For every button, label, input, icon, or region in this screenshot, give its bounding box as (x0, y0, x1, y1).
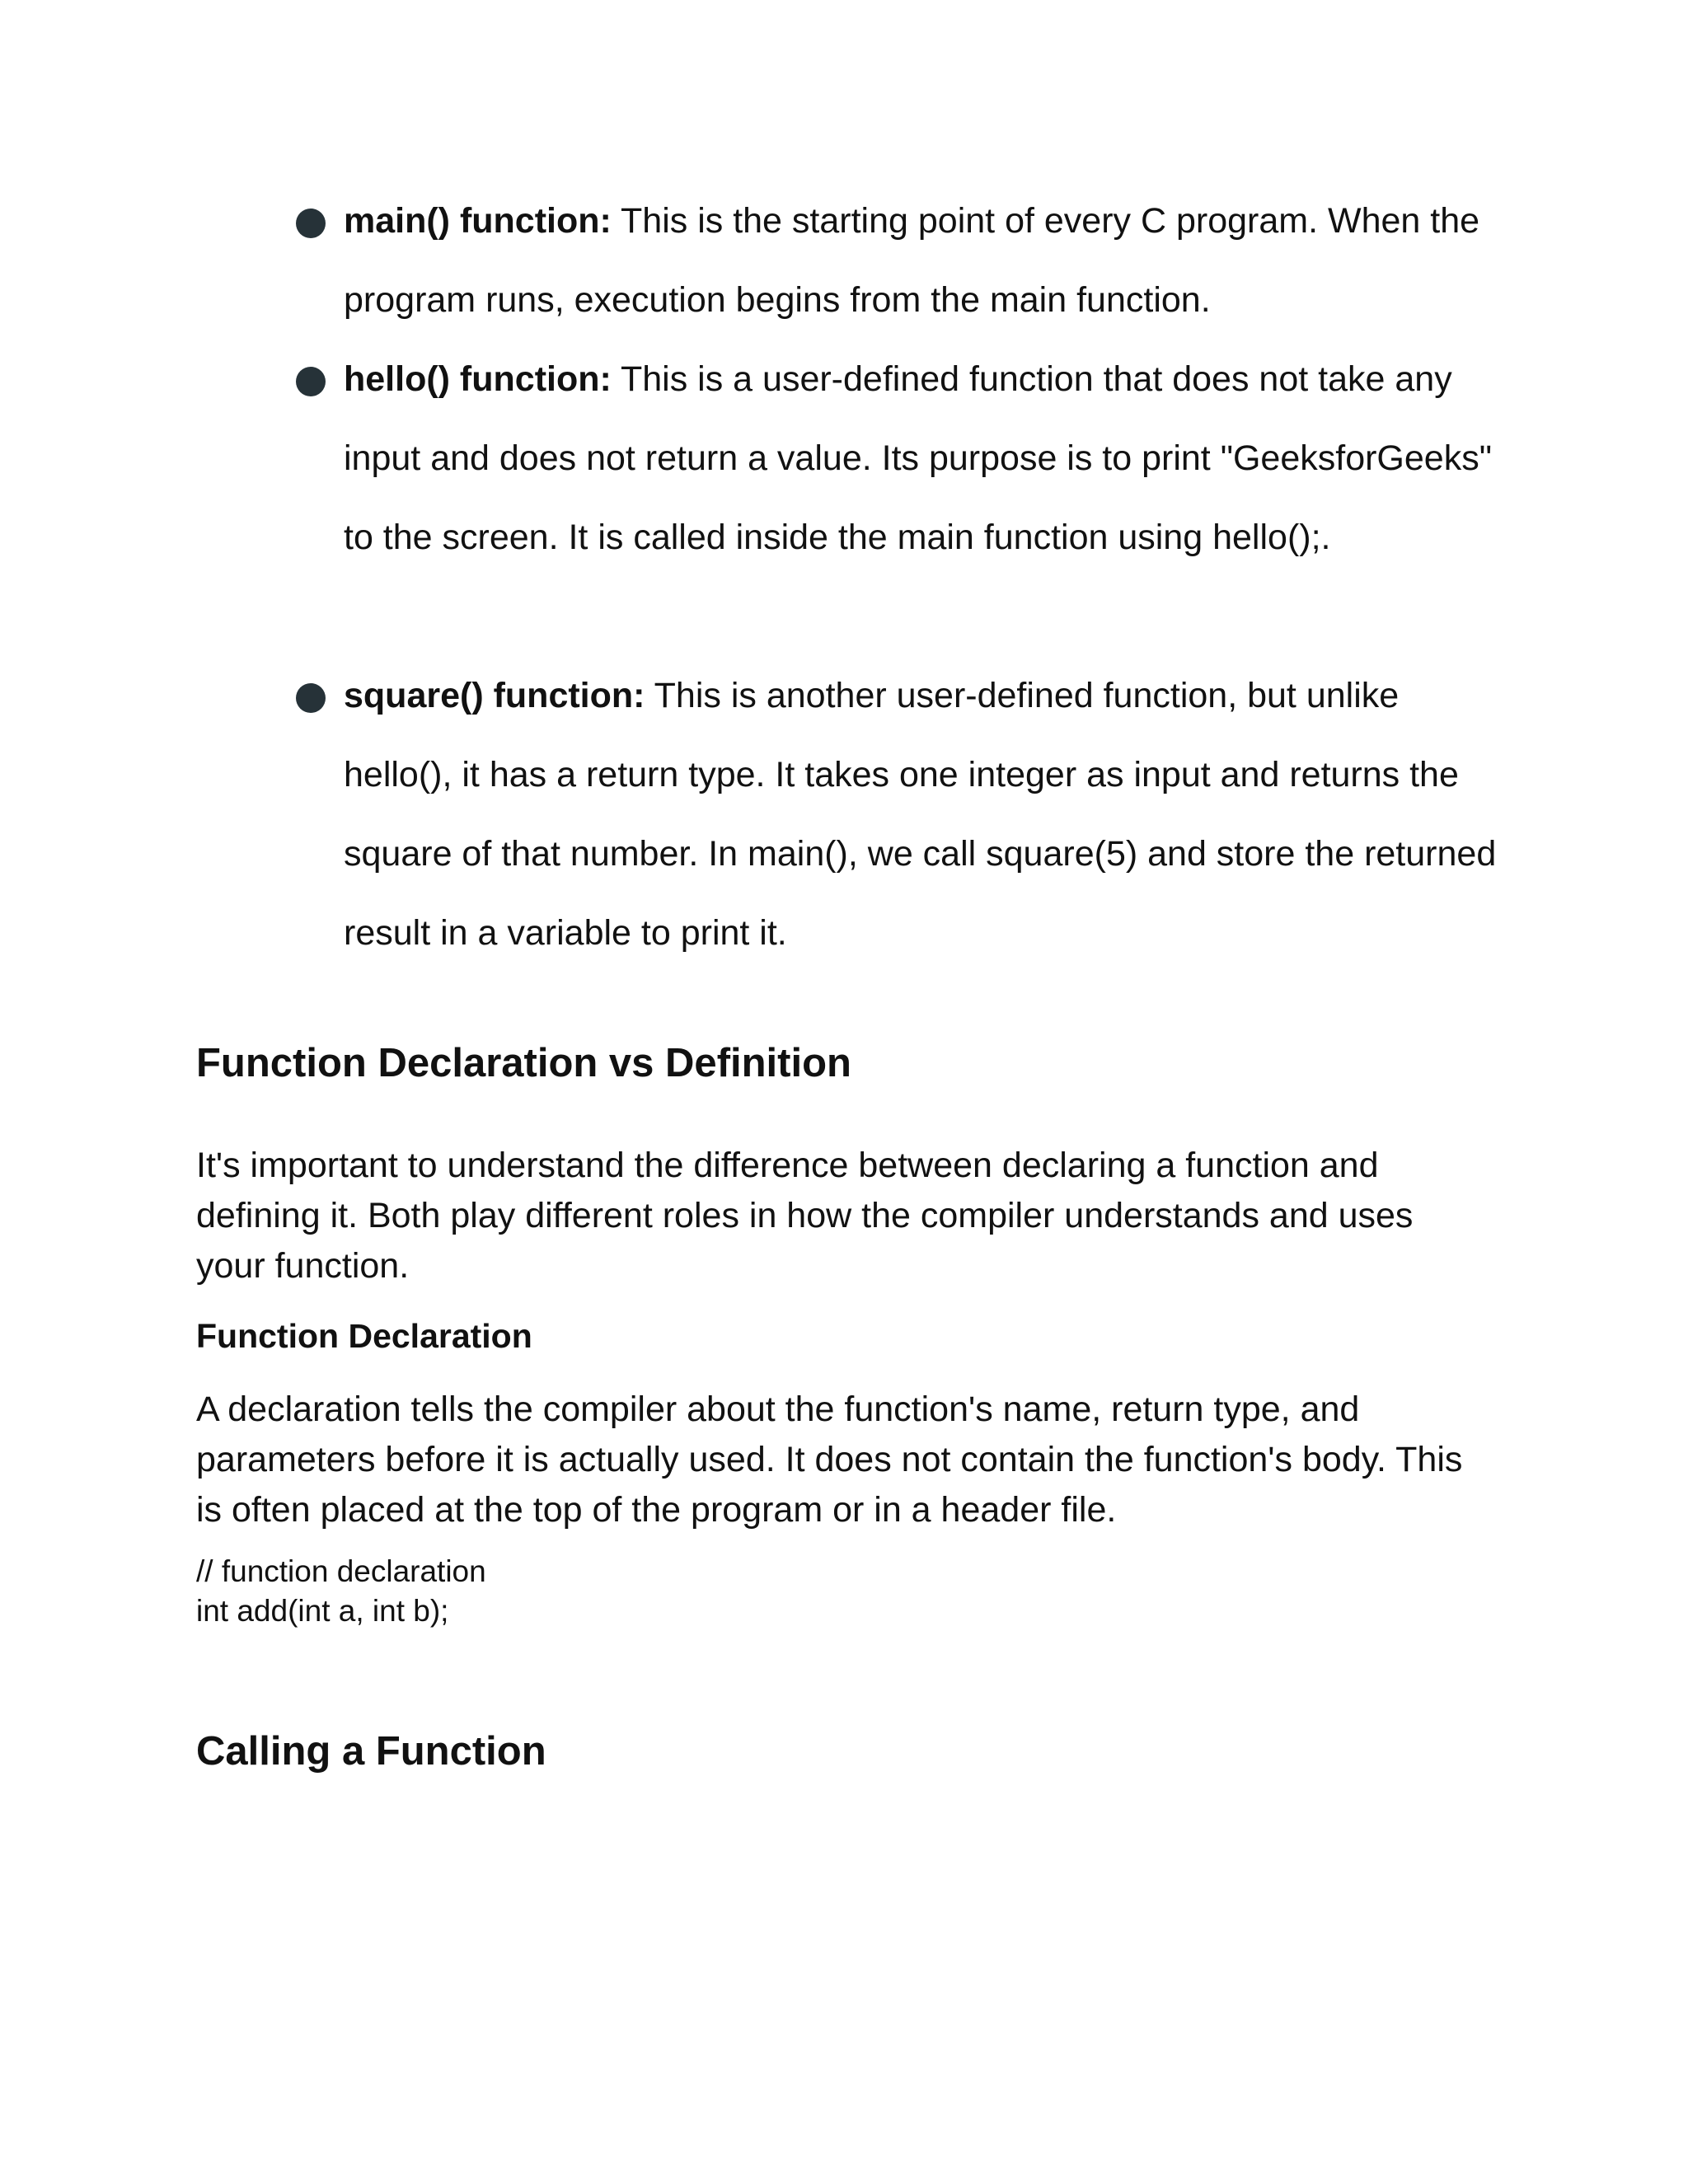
section-heading-calling: Calling a Function (196, 1729, 546, 1774)
list-item-term: hello() function: (344, 359, 612, 399)
list-item-text (344, 340, 1498, 577)
section-intro-paragraph: It's important to understand the difference between declaring a function and defining it. Both play different roles in how the compiler understands and uses your function. (196, 1146, 1414, 1286)
list-item-description: This is the starting point of every C program. When the program runs, execution begins from the main function. (344, 201, 1480, 320)
list-item-term: main() function: (344, 201, 612, 241)
list-item-text (344, 181, 1498, 340)
bullet-icon (296, 367, 326, 396)
subsection-heading-declaration: Function Declaration (196, 1317, 532, 1355)
bullet-icon (296, 209, 326, 238)
code-block (196, 1552, 486, 1631)
list-item-term: square() function: (344, 676, 645, 715)
declaration-paragraph: A declaration tells the compiler about the function's name, return type, and parameters before it is actually used. It does not contain the function's body. This is often placed at the top of the program or in a header file. (196, 1390, 1463, 1530)
list-item-text (344, 656, 1498, 972)
section-heading-declaration-vs-definition: Function Declaration vs Definition (196, 1041, 851, 1085)
code-line: int add(int a, int b); (196, 1594, 449, 1628)
bullet-icon (296, 683, 326, 713)
list-item-description: This is another user-defined function, but unlike hello(), it has a return type. It takes one integer as input and returns the square of that number. In main(), we call square(5) and store the returned result in a variable to print it. (344, 676, 1497, 953)
code-comment: // function declaration (196, 1554, 486, 1588)
list-item-description: This is a user-defined function that does not take any input and does not return a value. Its purpose is to print "GeeksforGeeks" to the screen. It is called inside the main function using hello();. (344, 359, 1492, 557)
